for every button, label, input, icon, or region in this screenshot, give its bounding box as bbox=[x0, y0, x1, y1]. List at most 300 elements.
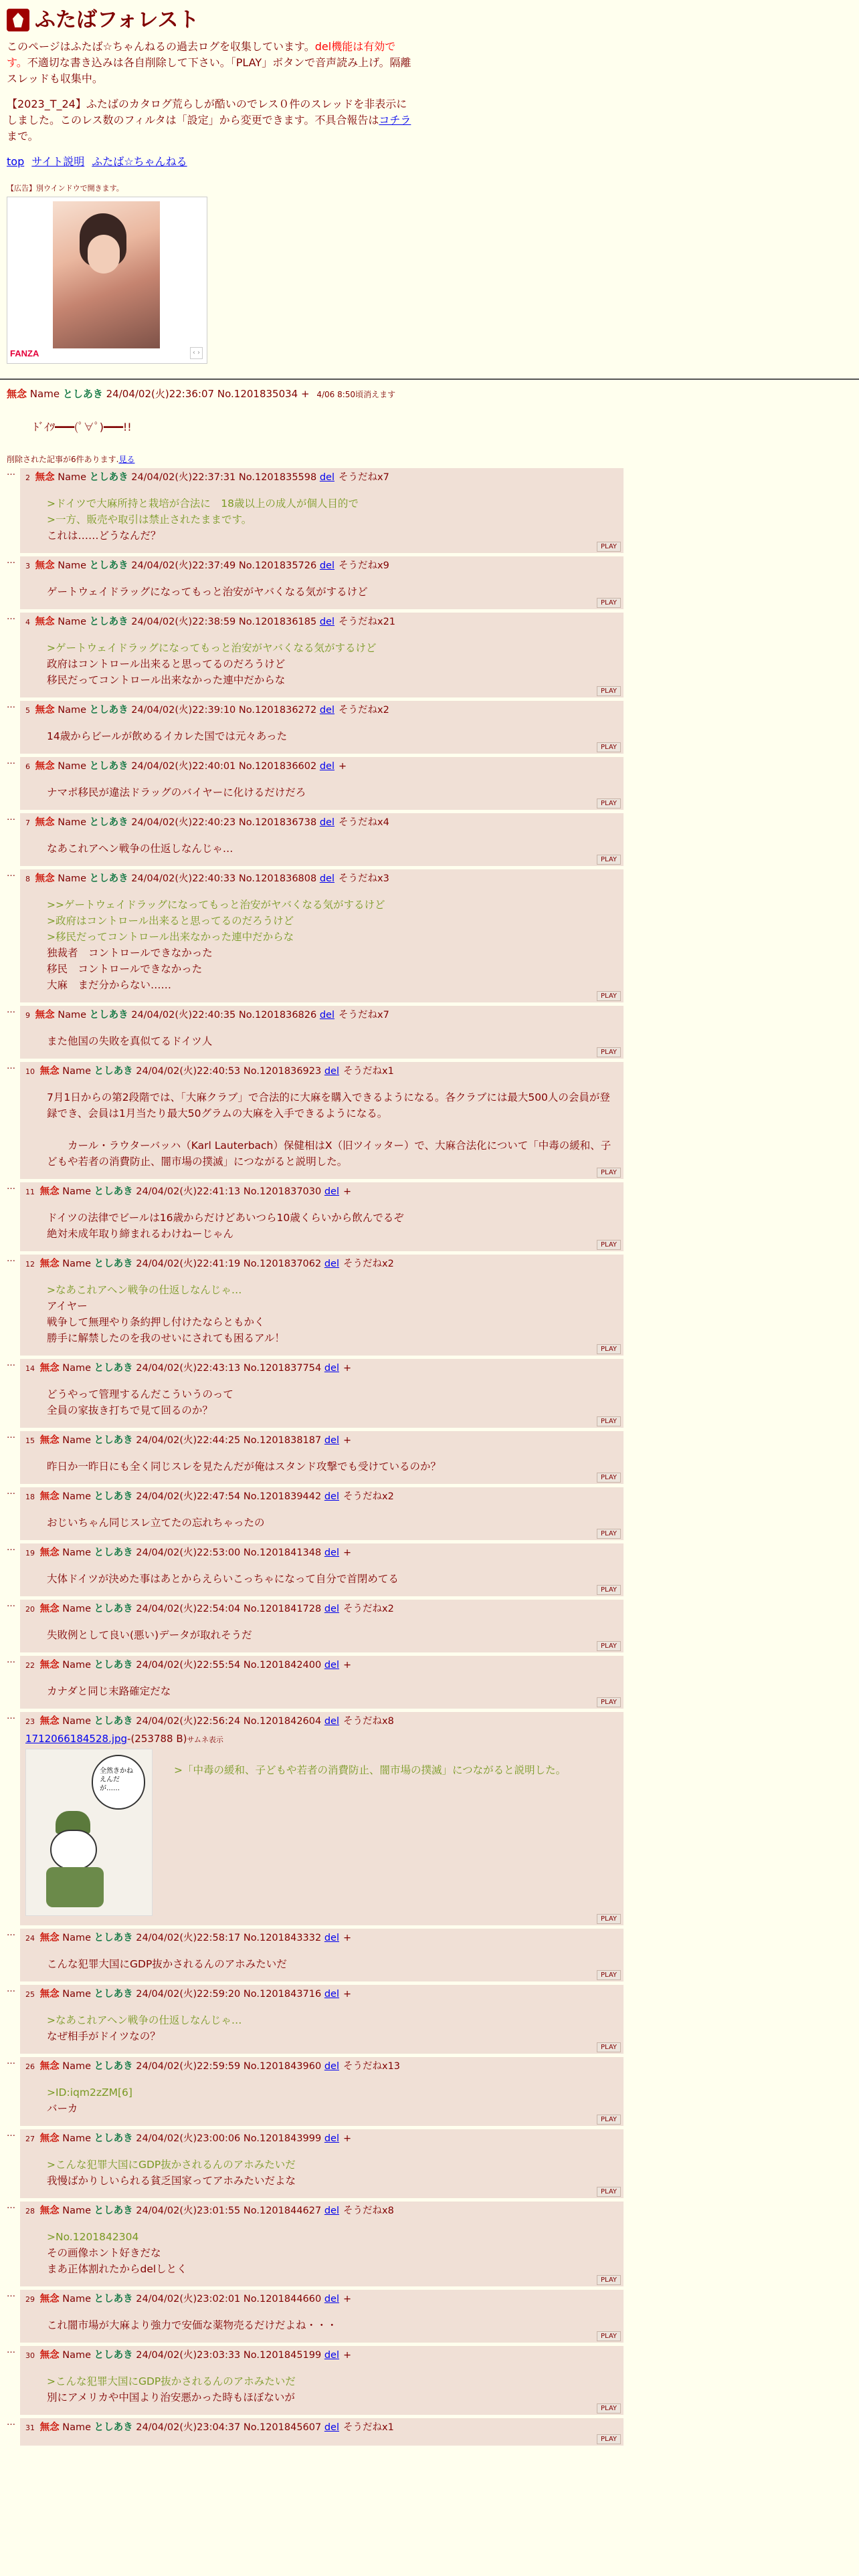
text-line: 絶対未成年取り締まれるわけねーじゃん bbox=[47, 1228, 234, 1241]
reply-number[interactable]: No.1201843716 bbox=[243, 1988, 322, 2000]
thumbnail-face bbox=[50, 1830, 97, 1870]
reply bbox=[20, 813, 624, 866]
reply-body bbox=[47, 2084, 618, 2117]
reply-subject: 無念 bbox=[35, 617, 55, 628]
reply-date: 24/04/02(火)23:02:01 bbox=[136, 2293, 241, 2304]
reply-number[interactable]: No.1201843999 bbox=[243, 2133, 322, 2144]
reply-marker: … bbox=[7, 2128, 15, 2139]
reply bbox=[20, 468, 624, 553]
text-line: これ闇市場が大麻より強力で安価な薬物売るだけだよね・・・ bbox=[47, 2319, 338, 2331]
reply-number[interactable]: No.1201835598 bbox=[238, 472, 317, 484]
reply-row bbox=[7, 869, 852, 1002]
reply-header bbox=[25, 1930, 618, 1947]
text-line: 14歳からビールが飲めるイカレた国では元々あった bbox=[47, 730, 288, 743]
play-button[interactable]: PLAY bbox=[597, 2403, 621, 2413]
reply-subject: 無念 bbox=[39, 1491, 60, 1503]
reply-number[interactable]: No.1201838187 bbox=[243, 1435, 322, 1446]
reply-subject: 無念 bbox=[39, 1363, 60, 1374]
reply-number[interactable]: No.1201837030 bbox=[243, 1186, 322, 1198]
reply-subject: 無念 bbox=[35, 817, 55, 829]
reply-date: 24/04/02(火)22:37:49 bbox=[131, 560, 236, 572]
reply-date: 24/04/02(火)22:38:59 bbox=[131, 617, 236, 628]
reply-row bbox=[7, 2129, 852, 2198]
reply-name-label: Name bbox=[62, 1066, 91, 1077]
reply-number[interactable]: No.1201843960 bbox=[243, 2060, 322, 2072]
reply-marker: … bbox=[7, 1182, 15, 1192]
text-line: 移民 コントロールできなかった bbox=[47, 963, 203, 976]
reply-subject: 無念 bbox=[39, 1988, 60, 2000]
text-line: 勝手に解禁したのを我のせいにされても困るアル！ bbox=[47, 1332, 285, 1345]
del-link[interactable]: del bbox=[319, 472, 335, 484]
reply-marker: … bbox=[7, 813, 15, 823]
text-line: 昨日か一昨日にも全く同じスレを見たんだが俺はスタンド攻撃でも受けているのか？ bbox=[47, 1461, 442, 1473]
reply-subject: 無念 bbox=[39, 2422, 60, 2433]
reply bbox=[20, 701, 624, 754]
play-button[interactable]: PLAY bbox=[597, 1697, 621, 1707]
soudane-button[interactable]: + bbox=[343, 1932, 352, 1943]
reply-marker: … bbox=[7, 2288, 15, 2299]
reply-index: 23 bbox=[25, 1717, 35, 1727]
reply-name-label: Name bbox=[62, 1716, 91, 1727]
op-expire: 4/06 8:50頃消えます bbox=[316, 389, 396, 399]
reply-header bbox=[25, 1063, 618, 1080]
reply-name-label: Name bbox=[62, 1660, 91, 1671]
del-link[interactable]: del bbox=[324, 1491, 339, 1503]
reply-number[interactable]: No.1201841728 bbox=[243, 1604, 322, 1615]
reply-date: 24/04/02(火)22:40:01 bbox=[131, 761, 236, 772]
reply bbox=[20, 1712, 624, 1925]
play-button[interactable]: PLAY bbox=[597, 2115, 621, 2125]
del-link[interactable]: del bbox=[319, 1010, 335, 1021]
page-header bbox=[0, 0, 859, 364]
reply-number[interactable]: No.1201843332 bbox=[243, 1932, 322, 1943]
reply-name-label: Name bbox=[62, 1988, 91, 2000]
reply-header bbox=[25, 1360, 618, 1377]
soudane-button[interactable]: そうだねx21 bbox=[338, 617, 396, 628]
text-line: 移民だってコントロール出来なかった連中だからな bbox=[47, 674, 286, 687]
reply-name: としあき bbox=[94, 2349, 133, 2361]
reply-body bbox=[47, 1683, 618, 1699]
nav-top-link[interactable]: top bbox=[7, 155, 25, 168]
soudane-button[interactable]: そうだねx3 bbox=[338, 873, 389, 885]
reply-number[interactable]: No.1201837062 bbox=[243, 1259, 322, 1270]
reply-marker: … bbox=[7, 700, 15, 711]
play-button[interactable]: PLAY bbox=[597, 1970, 621, 1980]
soudane-button[interactable]: + bbox=[343, 2349, 352, 2361]
reply-number[interactable]: No.1201842604 bbox=[243, 1716, 322, 1727]
reply bbox=[20, 2418, 624, 2446]
soudane-button[interactable]: そうだねx8 bbox=[343, 1716, 394, 1727]
reply-header bbox=[25, 1007, 618, 1024]
play-button[interactable]: PLAY bbox=[597, 1914, 621, 1924]
play-button[interactable]: PLAY bbox=[597, 2331, 621, 2341]
reply bbox=[20, 1985, 624, 2054]
del-link[interactable]: del bbox=[319, 761, 335, 772]
reply-index: 22 bbox=[25, 1661, 35, 1671]
text-line: 我慢ばかりしいられる貧乏国家ってアホみたいだよな bbox=[47, 2174, 296, 2187]
soudane-button[interactable]: そうだねx2 bbox=[343, 1259, 394, 1270]
del-link[interactable]: del bbox=[324, 2060, 339, 2072]
reply-row bbox=[7, 1712, 852, 1925]
reply-name-label: Name bbox=[58, 1010, 86, 1021]
del-link[interactable]: del bbox=[319, 873, 335, 885]
text-line: その画像ホント好きだな bbox=[47, 2246, 161, 2259]
reply bbox=[20, 1062, 624, 1179]
reply-name: としあき bbox=[94, 1491, 133, 1503]
soudane-button[interactable]: そうだねx4 bbox=[338, 817, 389, 829]
reply-marker: … bbox=[7, 1061, 15, 1072]
text-line: なあこれアヘン戦争の仕返しなんじゃ… bbox=[47, 843, 233, 855]
reply-marker: … bbox=[7, 1599, 15, 1610]
quote-line: >ドイツで大麻所持と栽培が合法に 18歳以上の成人が個人目的で bbox=[47, 498, 359, 510]
op-number[interactable]: No.1201835034 bbox=[217, 387, 298, 400]
reply-marker: … bbox=[7, 869, 15, 879]
reply-row bbox=[7, 1006, 852, 1059]
reply-subject: 無念 bbox=[35, 873, 55, 885]
reply bbox=[20, 1487, 624, 1540]
contact-link[interactable]: コチラ bbox=[379, 114, 411, 126]
reply-number[interactable]: No.1201845607 bbox=[243, 2422, 322, 2433]
reply-body bbox=[47, 841, 618, 857]
reply-name: としあき bbox=[94, 1547, 133, 1559]
del-link[interactable]: del bbox=[324, 1435, 339, 1446]
thumbnail-toggle[interactable]: サムネ表示 bbox=[187, 1735, 223, 1745]
soudane-button[interactable]: + bbox=[338, 761, 347, 772]
reply-header bbox=[25, 1256, 618, 1273]
reply-number[interactable]: No.1201836808 bbox=[238, 873, 317, 885]
soudane-button[interactable]: そうだねx9 bbox=[338, 560, 389, 572]
notice-text: 【2023_T_24】ふたばのカタログ荒らしが酷いのでレス０件のスレッドを非表示にしました。このレス数のフィルタは「設定」から変更できます。不具合報告はコチラまで。 bbox=[7, 98, 411, 142]
reply-number[interactable]: No.1201845199 bbox=[243, 2349, 322, 2361]
reply-name-label: Name bbox=[58, 817, 86, 829]
soudane-button[interactable]: + bbox=[343, 1186, 352, 1198]
reply-index: 18 bbox=[25, 1493, 35, 1502]
thread bbox=[0, 387, 859, 2446]
reply bbox=[20, 2057, 624, 2126]
play-button[interactable]: PLAY bbox=[597, 1168, 621, 1178]
reply-index: 6 bbox=[25, 762, 30, 772]
reply-name-label: Name bbox=[62, 2422, 91, 2433]
reply-date: 24/04/02(火)22:43:13 bbox=[136, 1363, 241, 1374]
reply-number[interactable]: No.1201844627 bbox=[243, 2205, 322, 2216]
reply-name: としあき bbox=[94, 1932, 133, 1943]
reply-marker: … bbox=[7, 556, 15, 566]
soudane-button[interactable]: そうだねx2 bbox=[338, 705, 389, 716]
quote-line: >政府はコントロール出来ると思ってるのだろうけど bbox=[47, 915, 294, 928]
quote-line: >一方、販売や取引は禁止されたままです。 bbox=[47, 514, 252, 526]
play-button[interactable]: PLAY bbox=[597, 598, 621, 608]
soudane-button[interactable]: + bbox=[343, 2293, 352, 2304]
reply-index: 19 bbox=[25, 1549, 35, 1558]
del-link[interactable]: del bbox=[319, 705, 335, 716]
soudane-button[interactable]: そうだねx7 bbox=[338, 1010, 389, 1021]
text-line: カナダと同じ末路確定だな bbox=[47, 1685, 171, 1698]
play-button[interactable]: PLAY bbox=[597, 1344, 621, 1354]
reply-list bbox=[7, 468, 852, 2445]
reply-number[interactable]: No.1201836185 bbox=[238, 617, 317, 628]
reply-row bbox=[7, 1656, 852, 1709]
play-button[interactable]: PLAY bbox=[597, 2187, 621, 2197]
text-line: 7月1日からの第2段階では、「大麻クラブ」で合法的に大麻を購入できるようになる。各クラブには最大500人の会員が登録でき、会員は1月当たり最大50グラムの大麻を入手できるようになる。 bbox=[47, 1091, 610, 1120]
reply-body bbox=[47, 1571, 618, 1587]
text-line: 別にアメリカや中国より治安悪かった時もほぼないが bbox=[47, 2391, 295, 2403]
op-plus-button[interactable]: + bbox=[301, 387, 310, 400]
play-button[interactable]: PLAY bbox=[597, 686, 621, 696]
reply-body bbox=[47, 1515, 618, 1531]
ad-label: 【広告】別ウインドウで開きます。 bbox=[7, 183, 124, 193]
del-link[interactable]: del bbox=[324, 1604, 339, 1615]
reply-subject: 無念 bbox=[39, 1932, 60, 1943]
reply-body bbox=[47, 2229, 618, 2277]
reply-subject: 無念 bbox=[39, 1547, 60, 1559]
reply-date: 24/04/02(火)22:40:53 bbox=[136, 1066, 241, 1077]
text-line: カール・ラウターバッハ（Karl Lauterbach）保健相はX（旧ツイッター）で、大麻合法化について「中毒の緩和、子どもや若者の消費防止、闇市場の撲滅」につながると説明した。 bbox=[47, 1140, 611, 1168]
reply-header bbox=[25, 1657, 618, 1674]
reply-index: 10 bbox=[25, 1067, 35, 1077]
reply-body bbox=[47, 2012, 618, 2044]
image-wrap bbox=[25, 1749, 618, 1916]
soudane-button[interactable]: そうだねx1 bbox=[343, 2422, 394, 2433]
reply-name: としあき bbox=[89, 705, 128, 716]
reply-thumbnail[interactable] bbox=[25, 1749, 153, 1916]
reply bbox=[20, 2202, 624, 2286]
reply-header bbox=[25, 1986, 618, 2003]
del-link[interactable]: del bbox=[324, 1932, 339, 1943]
reply-number[interactable]: No.1201836602 bbox=[238, 761, 317, 772]
del-link[interactable]: del bbox=[324, 1186, 339, 1198]
reply-row bbox=[7, 2290, 852, 2343]
play-button[interactable]: PLAY bbox=[597, 2434, 621, 2444]
reply bbox=[20, 1600, 624, 1652]
reply-name-label: Name bbox=[58, 761, 86, 772]
reply-date: 24/04/02(火)22:56:24 bbox=[136, 1716, 241, 1727]
del-link[interactable]: del bbox=[324, 2133, 339, 2144]
reply-number[interactable]: No.1201836272 bbox=[238, 705, 317, 716]
del-link[interactable]: del bbox=[324, 1259, 339, 1270]
play-button[interactable]: PLAY bbox=[597, 1585, 621, 1595]
reply-row bbox=[7, 2346, 852, 2415]
reply-date: 24/04/02(火)22:55:54 bbox=[136, 1660, 241, 1671]
reply-number[interactable]: No.1201835726 bbox=[238, 560, 317, 572]
soudane-button[interactable]: + bbox=[343, 1660, 352, 1671]
reply-index: 27 bbox=[25, 2134, 35, 2143]
reply-marker: … bbox=[7, 467, 15, 478]
reply-index: 20 bbox=[25, 1605, 35, 1614]
reply-row bbox=[7, 1359, 852, 1428]
del-link[interactable]: del bbox=[319, 817, 335, 829]
soudane-button[interactable]: そうだねx2 bbox=[343, 1604, 394, 1615]
reply-header bbox=[25, 469, 618, 486]
reply bbox=[20, 1182, 624, 1251]
reply-name: としあき bbox=[94, 2205, 133, 2216]
reply-number[interactable]: No.1201844660 bbox=[243, 2293, 322, 2304]
play-button[interactable]: PLAY bbox=[597, 742, 621, 752]
reply-index: 7 bbox=[25, 819, 30, 828]
reply-body bbox=[47, 640, 618, 688]
del-link[interactable]: del bbox=[324, 1988, 339, 2000]
soudane-button[interactable]: + bbox=[343, 2133, 352, 2144]
soudane-button[interactable]: + bbox=[343, 1435, 352, 1446]
reply-marker: … bbox=[7, 2200, 15, 2211]
reply-index: 5 bbox=[25, 706, 30, 716]
reply-header bbox=[25, 2131, 618, 2147]
reply-header bbox=[25, 2058, 618, 2075]
reply-name-label: Name bbox=[62, 1259, 91, 1270]
play-button[interactable]: PLAY bbox=[597, 1641, 621, 1651]
del-link[interactable]: del bbox=[324, 1547, 339, 1559]
reply-name: としあき bbox=[94, 1988, 133, 2000]
reply-row bbox=[7, 1255, 852, 1356]
show-deleted-link[interactable]: 見る bbox=[118, 454, 135, 464]
reply-index: 24 bbox=[25, 1933, 35, 1943]
reply-header bbox=[25, 2291, 618, 2308]
image-file-link[interactable]: 1712066184528.jpg bbox=[25, 1733, 128, 1745]
del-link[interactable]: del bbox=[324, 1066, 339, 1077]
reply-index: 14 bbox=[25, 1364, 35, 1374]
soudane-button[interactable]: そうだねx2 bbox=[343, 1491, 394, 1503]
nav-about-link[interactable]: サイト説明 bbox=[31, 155, 85, 168]
reply-header bbox=[25, 1432, 618, 1449]
del-link[interactable]: del bbox=[319, 560, 335, 572]
reply-name-label: Name bbox=[62, 2060, 91, 2072]
soudane-button[interactable]: + bbox=[343, 1547, 352, 1559]
reply-number[interactable]: No.1201836738 bbox=[238, 817, 317, 829]
reply-number[interactable]: No.1201842400 bbox=[243, 1660, 322, 1671]
play-button[interactable]: PLAY bbox=[597, 542, 621, 552]
play-button[interactable]: PLAY bbox=[597, 798, 621, 809]
play-button[interactable]: PLAY bbox=[597, 1047, 621, 1057]
reply-row bbox=[7, 1543, 852, 1596]
play-button[interactable]: PLAY bbox=[597, 2042, 621, 2052]
reply-row bbox=[7, 1985, 852, 2054]
reply-number[interactable]: No.1201836923 bbox=[243, 1066, 322, 1077]
reply-number[interactable]: No.1201837754 bbox=[243, 1363, 322, 1374]
reply-body bbox=[174, 1762, 566, 1916]
reply-marker: … bbox=[7, 756, 15, 767]
reply-marker: … bbox=[7, 1655, 15, 1666]
del-link[interactable]: del bbox=[319, 617, 335, 628]
reply-subject: 無念 bbox=[39, 1259, 60, 1270]
play-button[interactable]: PLAY bbox=[597, 1529, 621, 1539]
reply-subject: 無念 bbox=[35, 560, 55, 572]
reply-header bbox=[25, 1545, 618, 1562]
play-button[interactable]: PLAY bbox=[597, 1240, 621, 1250]
play-button[interactable]: PLAY bbox=[597, 991, 621, 1001]
reply-name: としあき bbox=[94, 1716, 133, 1727]
reply-body bbox=[47, 897, 618, 993]
del-link[interactable]: del bbox=[324, 2293, 339, 2304]
reply-marker: … bbox=[7, 2345, 15, 2355]
del-link[interactable]: del bbox=[324, 2422, 339, 2433]
play-button[interactable]: PLAY bbox=[597, 855, 621, 865]
reply-number[interactable]: No.1201841348 bbox=[243, 1547, 322, 1559]
soudane-button[interactable]: + bbox=[343, 1988, 352, 2000]
soudane-button[interactable]: + bbox=[343, 1363, 352, 1374]
reply bbox=[20, 1006, 624, 1059]
reply bbox=[20, 869, 624, 1002]
reply-name: としあき bbox=[94, 1660, 133, 1671]
ad-nav-arrows[interactable]: ‹ › bbox=[190, 347, 203, 359]
soudane-button[interactable]: そうだねx7 bbox=[338, 472, 389, 484]
del-link[interactable]: del bbox=[324, 1660, 339, 1671]
reply-index: 29 bbox=[25, 2294, 35, 2304]
reply-name: としあき bbox=[94, 1066, 133, 1077]
play-button[interactable]: PLAY bbox=[597, 1473, 621, 1483]
reply-name-label: Name bbox=[58, 705, 86, 716]
thumbnail-body bbox=[46, 1867, 104, 1907]
ad-banner[interactable] bbox=[7, 197, 207, 364]
reply-subject: 無念 bbox=[39, 1604, 60, 1615]
reply-subject: 無念 bbox=[39, 2060, 60, 2072]
quote-line: >>ゲートウェイドラッグになってもっと治安がヤバくなる気がするけど bbox=[47, 899, 385, 911]
del-link[interactable]: del bbox=[324, 2205, 339, 2216]
soudane-button[interactable]: そうだねx1 bbox=[343, 1066, 394, 1077]
reply-header bbox=[25, 614, 618, 631]
reply-header bbox=[25, 1489, 618, 1505]
text-line: まあ正体割れたからdelしとく bbox=[47, 2262, 187, 2275]
del-link[interactable]: del bbox=[324, 1363, 339, 1374]
text-line: これは……どうなんだ？ bbox=[47, 530, 161, 542]
reply-body bbox=[47, 496, 618, 544]
reply-row bbox=[7, 2418, 852, 2446]
soudane-button[interactable]: そうだねx13 bbox=[343, 2060, 401, 2072]
reply-name-label: Name bbox=[62, 1604, 91, 1615]
play-button[interactable]: PLAY bbox=[597, 2275, 621, 2285]
reply-number[interactable]: No.1201839442 bbox=[243, 1491, 322, 1503]
reply-header bbox=[25, 815, 618, 831]
reply-row bbox=[7, 1062, 852, 1179]
soudane-button[interactable]: そうだねx8 bbox=[343, 2205, 394, 2216]
reply-header bbox=[25, 758, 618, 775]
reply-row bbox=[7, 1431, 852, 1484]
reply-date: 24/04/02(火)23:00:06 bbox=[136, 2133, 241, 2144]
ad-photo bbox=[53, 201, 160, 348]
reply-body bbox=[47, 1459, 618, 1475]
reply-subject: 無念 bbox=[35, 705, 55, 716]
reply-body bbox=[47, 2373, 618, 2405]
text-line: 独裁者 コントロールできなかった bbox=[47, 947, 213, 960]
reply-row bbox=[7, 1182, 852, 1251]
reply-date: 24/04/02(火)22:40:33 bbox=[131, 873, 236, 885]
text-line: なぜ相手がドイツなの？ bbox=[47, 2030, 161, 2042]
reply-date: 24/04/02(火)22:41:19 bbox=[136, 1259, 241, 1270]
reply-row bbox=[7, 468, 852, 553]
text-line: こんな犯罪大国にGDP抜かされるんのアホみたいだ bbox=[47, 1957, 287, 1970]
reply-index: 31 bbox=[25, 2423, 35, 2432]
text-line bbox=[47, 1121, 618, 1138]
reply-marker: … bbox=[7, 1487, 15, 1497]
play-button[interactable]: PLAY bbox=[597, 1416, 621, 1426]
reply-date: 24/04/02(火)22:40:35 bbox=[131, 1010, 236, 1021]
nav-futaba-link[interactable]: ふたば☆ちゃんねる bbox=[92, 155, 187, 168]
reply-number[interactable]: No.1201836826 bbox=[238, 1010, 317, 1021]
reply-date: 24/04/02(火)22:37:31 bbox=[131, 472, 236, 484]
reply-index: 12 bbox=[25, 1260, 35, 1269]
del-link[interactable]: del bbox=[324, 2349, 339, 2361]
reply-name-label: Name bbox=[58, 472, 86, 484]
reply-name-label: Name bbox=[58, 617, 86, 628]
reply-date: 24/04/02(火)22:40:23 bbox=[131, 817, 236, 829]
reply-date: 24/04/02(火)23:01:55 bbox=[136, 2205, 241, 2216]
reply-name: としあき bbox=[89, 560, 128, 572]
reply-index: 8 bbox=[25, 875, 30, 884]
reply-index: 15 bbox=[25, 1436, 35, 1446]
quote-line: >なあこれアヘン戦争の仕返しなんじゃ… bbox=[47, 1284, 242, 1297]
reply-marker: … bbox=[7, 2417, 15, 2428]
site-title[interactable] bbox=[7, 5, 852, 35]
del-link[interactable]: del bbox=[324, 1716, 339, 1727]
reply-marker: … bbox=[7, 1358, 15, 1369]
